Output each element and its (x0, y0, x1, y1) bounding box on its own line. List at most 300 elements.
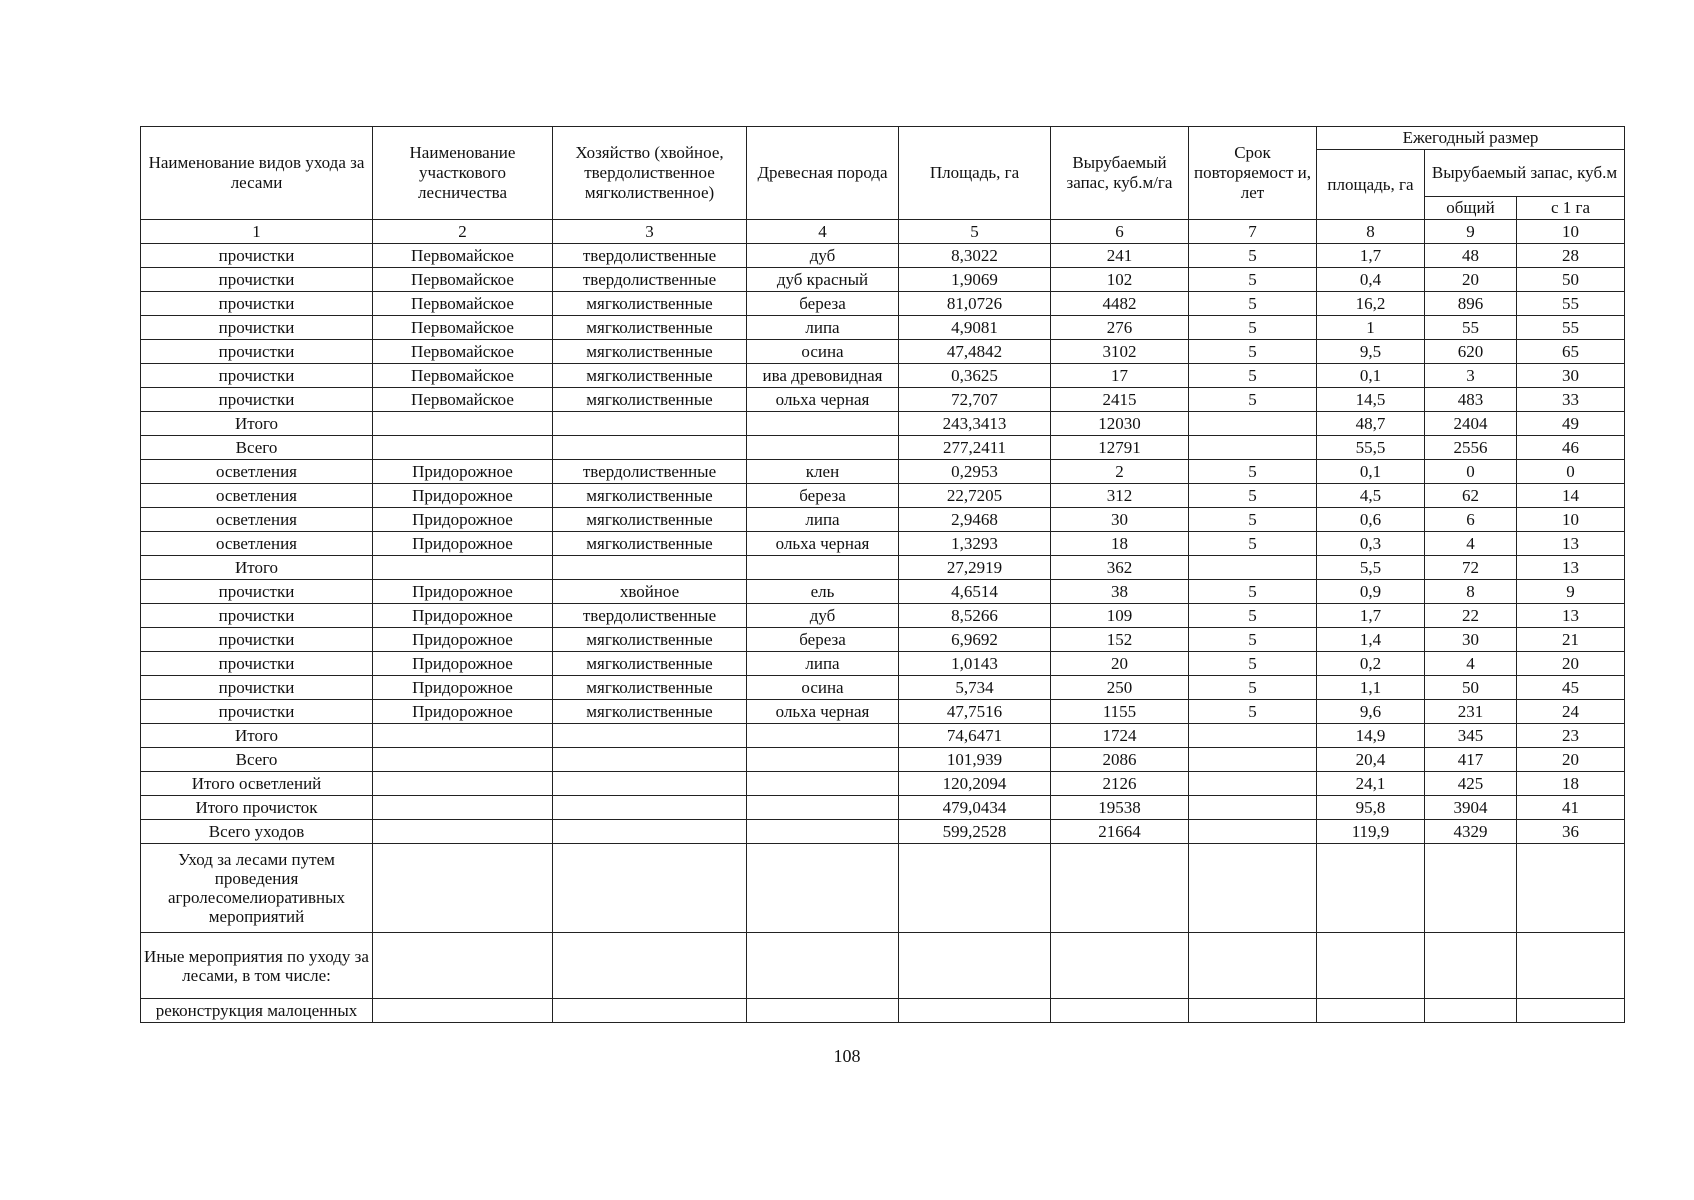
cell-economy: мягколиственные (553, 364, 747, 388)
cell-species: ольха черная (747, 388, 899, 412)
cell-stock-total: 425 (1425, 772, 1517, 796)
header-species: Древесная порода (747, 127, 899, 220)
header-stock-per-ha-annual: с 1 га (1517, 197, 1625, 220)
cell-area: 479,0434 (899, 796, 1051, 820)
table-header (141, 127, 1625, 244)
cell-repeat-period: 5 (1189, 316, 1317, 340)
column-number: 6 (1051, 220, 1189, 244)
cell-stock-per-ha-annual: 20 (1517, 748, 1625, 772)
forest-care-table (140, 126, 1625, 1023)
cell-area: 277,2411 (899, 436, 1051, 460)
table-row (141, 484, 1625, 508)
column-number: 9 (1425, 220, 1517, 244)
cell-area: 47,4842 (899, 340, 1051, 364)
cell-annual-area: 0,4 (1317, 268, 1425, 292)
cell-economy (553, 796, 747, 820)
cell-economy (553, 412, 747, 436)
cell-repeat-period (1189, 772, 1317, 796)
cell-stock-per-ha-annual: 55 (1517, 292, 1625, 316)
cell-repeat-period: 5 (1189, 604, 1317, 628)
table-cell (1189, 933, 1317, 999)
cell-stock-total: 72 (1425, 556, 1517, 580)
header-care-type: Наименование видов ухода за лесами (141, 127, 373, 220)
cell-stock-per-ha-annual: 13 (1517, 604, 1625, 628)
cell-stock-per-ha-annual: 24 (1517, 700, 1625, 724)
cell-stock-per-ha: 2415 (1051, 388, 1189, 412)
cell-care-type: прочистки (141, 652, 373, 676)
cell-forestry: Придорожное (373, 508, 553, 532)
cell-stock-per-ha-annual: 30 (1517, 364, 1625, 388)
table-cell (1425, 999, 1517, 1023)
column-number: 7 (1189, 220, 1317, 244)
cell-area: 2,9468 (899, 508, 1051, 532)
cell-annual-area: 1,7 (1317, 604, 1425, 628)
cell-care-type: Итого прочисток (141, 796, 373, 820)
cell-stock-per-ha-annual: 49 (1517, 412, 1625, 436)
cell-economy: твердолиственные (553, 604, 747, 628)
header-stock-total: общий (1425, 197, 1517, 220)
cell-stock-total: 3 (1425, 364, 1517, 388)
table-body (141, 244, 1625, 844)
cell-repeat-period (1189, 556, 1317, 580)
cell-species: осина (747, 676, 899, 700)
column-number: 1 (141, 220, 373, 244)
cell-stock-total: 2556 (1425, 436, 1517, 460)
table-cell (1189, 844, 1317, 933)
cell-annual-area: 1,4 (1317, 628, 1425, 652)
cell-stock-per-ha-annual: 13 (1517, 532, 1625, 556)
cell-stock-per-ha: 30 (1051, 508, 1189, 532)
cell-stock-total: 55 (1425, 316, 1517, 340)
table-row (141, 292, 1625, 316)
cell-species (747, 796, 899, 820)
cell-stock-per-ha: 276 (1051, 316, 1189, 340)
cell-stock-total: 6 (1425, 508, 1517, 532)
table-row (141, 724, 1625, 748)
cell-repeat-period: 5 (1189, 484, 1317, 508)
cell-care-type: Всего (141, 748, 373, 772)
cell-repeat-period: 5 (1189, 628, 1317, 652)
cell-stock-per-ha: 17 (1051, 364, 1189, 388)
cell-care-type: осветления (141, 508, 373, 532)
cell-stock-total: 896 (1425, 292, 1517, 316)
cell-stock-per-ha: 20 (1051, 652, 1189, 676)
table-row (141, 796, 1625, 820)
other-measures-cell: Иные мероприятия по уходу за лесами, в том числе: (141, 933, 373, 999)
cell-forestry: Придорожное (373, 580, 553, 604)
cell-stock-total: 50 (1425, 676, 1517, 700)
cell-annual-area: 0,3 (1317, 532, 1425, 556)
cell-forestry (373, 772, 553, 796)
cell-species: осина (747, 340, 899, 364)
cell-forestry (373, 436, 553, 460)
header-annual-stock: Вырубаемый запас, куб.м (1425, 150, 1625, 197)
cell-care-type: прочистки (141, 388, 373, 412)
cell-species: береза (747, 292, 899, 316)
header-annual-size: Ежегодный размер (1317, 127, 1625, 150)
table-cell (1425, 844, 1517, 933)
cell-repeat-period: 5 (1189, 292, 1317, 316)
cell-species: ива древовидная (747, 364, 899, 388)
cell-annual-area: 0,1 (1317, 460, 1425, 484)
cell-area: 120,2094 (899, 772, 1051, 796)
cell-care-type: осветления (141, 484, 373, 508)
cell-stock-per-ha: 12030 (1051, 412, 1189, 436)
cell-stock-per-ha-annual: 50 (1517, 268, 1625, 292)
table-cell (899, 999, 1051, 1023)
column-number: 8 (1317, 220, 1425, 244)
table-row (141, 700, 1625, 724)
cell-economy: мягколиственные (553, 316, 747, 340)
header-annual-area: площадь, га (1317, 150, 1425, 220)
cell-economy: твердолиственные (553, 244, 747, 268)
cell-species: дуб (747, 244, 899, 268)
cell-forestry: Придорожное (373, 460, 553, 484)
cell-stock-per-ha-annual: 9 (1517, 580, 1625, 604)
cell-annual-area: 16,2 (1317, 292, 1425, 316)
table-row (141, 820, 1625, 844)
cell-stock-per-ha-annual: 13 (1517, 556, 1625, 580)
table-cell (553, 844, 747, 933)
cell-annual-area: 95,8 (1317, 796, 1425, 820)
cell-stock-per-ha: 12791 (1051, 436, 1189, 460)
cell-species: липа (747, 316, 899, 340)
cell-area: 47,7516 (899, 700, 1051, 724)
cell-stock-total: 483 (1425, 388, 1517, 412)
table-row (141, 340, 1625, 364)
cell-stock-per-ha-annual: 45 (1517, 676, 1625, 700)
cell-repeat-period (1189, 796, 1317, 820)
table-cell (373, 844, 553, 933)
table-row (141, 244, 1625, 268)
cell-area: 1,9069 (899, 268, 1051, 292)
cell-stock-total: 62 (1425, 484, 1517, 508)
reconstruction-cell: реконструкция малоценных (141, 999, 373, 1023)
cell-economy: твердолиственные (553, 460, 747, 484)
cell-area: 599,2528 (899, 820, 1051, 844)
cell-repeat-period: 5 (1189, 580, 1317, 604)
cell-stock-per-ha-annual: 33 (1517, 388, 1625, 412)
cell-annual-area: 9,6 (1317, 700, 1425, 724)
table-cell (1517, 933, 1625, 999)
table-cell (1317, 999, 1425, 1023)
table-row (141, 532, 1625, 556)
header-repeat-period: Срок повторяемост и, лет (1189, 127, 1317, 220)
cell-forestry: Первомайское (373, 292, 553, 316)
cell-stock-per-ha-annual: 21 (1517, 628, 1625, 652)
table-cell (747, 844, 899, 933)
cell-area: 243,3413 (899, 412, 1051, 436)
cell-annual-area: 0,9 (1317, 580, 1425, 604)
cell-stock-total: 417 (1425, 748, 1517, 772)
cell-forestry (373, 796, 553, 820)
cell-care-type: Итого (141, 412, 373, 436)
cell-repeat-period: 5 (1189, 460, 1317, 484)
column-number: 5 (899, 220, 1051, 244)
cell-care-type: Всего уходов (141, 820, 373, 844)
cell-forestry: Придорожное (373, 676, 553, 700)
cell-area: 74,6471 (899, 724, 1051, 748)
table-row (141, 508, 1625, 532)
cell-economy: мягколиственные (553, 508, 747, 532)
table-cell (1051, 999, 1189, 1023)
cell-stock-per-ha-annual: 36 (1517, 820, 1625, 844)
cell-annual-area: 24,1 (1317, 772, 1425, 796)
cell-economy: мягколиственные (553, 652, 747, 676)
cell-stock-per-ha: 21664 (1051, 820, 1189, 844)
cell-forestry (373, 820, 553, 844)
cell-care-type: прочистки (141, 580, 373, 604)
cell-economy: хвойное (553, 580, 747, 604)
cell-annual-area: 14,9 (1317, 724, 1425, 748)
cell-stock-per-ha: 250 (1051, 676, 1189, 700)
cell-species: клен (747, 460, 899, 484)
table-cell (1051, 933, 1189, 999)
cell-care-type: прочистки (141, 364, 373, 388)
cell-repeat-period: 5 (1189, 700, 1317, 724)
table-row (141, 364, 1625, 388)
cell-stock-per-ha: 19538 (1051, 796, 1189, 820)
cell-stock-total: 3904 (1425, 796, 1517, 820)
cell-annual-area: 20,4 (1317, 748, 1425, 772)
cell-repeat-period (1189, 412, 1317, 436)
cell-annual-area: 1,7 (1317, 244, 1425, 268)
cell-area: 72,707 (899, 388, 1051, 412)
cell-stock-total: 0 (1425, 460, 1517, 484)
cell-care-type: прочистки (141, 604, 373, 628)
agro-measures-cell: Уход за лесами путем проведения агролесомелиоративных мероприятий (141, 844, 373, 933)
cell-forestry: Первомайское (373, 268, 553, 292)
cell-annual-area: 0,2 (1317, 652, 1425, 676)
cell-care-type: прочистки (141, 628, 373, 652)
cell-species: ольха черная (747, 532, 899, 556)
cell-repeat-period: 5 (1189, 244, 1317, 268)
column-number: 2 (373, 220, 553, 244)
cell-repeat-period: 5 (1189, 340, 1317, 364)
cell-stock-total: 8 (1425, 580, 1517, 604)
cell-care-type: прочистки (141, 676, 373, 700)
table-cell (1051, 844, 1189, 933)
table-row (141, 412, 1625, 436)
table-row (141, 772, 1625, 796)
cell-economy (553, 820, 747, 844)
cell-forestry: Первомайское (373, 316, 553, 340)
table-cell (553, 933, 747, 999)
cell-care-type: прочистки (141, 316, 373, 340)
cell-stock-per-ha: 2086 (1051, 748, 1189, 772)
table-cell (899, 844, 1051, 933)
cell-stock-per-ha-annual: 20 (1517, 652, 1625, 676)
cell-area: 4,6514 (899, 580, 1051, 604)
cell-annual-area: 4,5 (1317, 484, 1425, 508)
table-row (141, 388, 1625, 412)
cell-stock-per-ha-annual: 55 (1517, 316, 1625, 340)
table-cell (1189, 999, 1317, 1023)
table-row (141, 460, 1625, 484)
cell-stock-per-ha-annual: 41 (1517, 796, 1625, 820)
table-row (141, 268, 1625, 292)
cell-economy (553, 436, 747, 460)
cell-species (747, 556, 899, 580)
cell-species (747, 436, 899, 460)
cell-stock-per-ha-annual: 10 (1517, 508, 1625, 532)
cell-repeat-period (1189, 748, 1317, 772)
column-number: 4 (747, 220, 899, 244)
cell-annual-area: 14,5 (1317, 388, 1425, 412)
cell-stock-per-ha: 3102 (1051, 340, 1189, 364)
table-cell (747, 933, 899, 999)
cell-economy (553, 772, 747, 796)
cell-forestry: Придорожное (373, 532, 553, 556)
cell-stock-per-ha: 312 (1051, 484, 1189, 508)
cell-stock-per-ha: 1155 (1051, 700, 1189, 724)
cell-area: 8,3022 (899, 244, 1051, 268)
header-forestry: Наименование участкового лесничества (373, 127, 553, 220)
cell-area: 4,9081 (899, 316, 1051, 340)
table-cell (1317, 844, 1425, 933)
cell-stock-per-ha: 362 (1051, 556, 1189, 580)
cell-annual-area: 55,5 (1317, 436, 1425, 460)
cell-forestry: Придорожное (373, 484, 553, 508)
cell-annual-area: 1,1 (1317, 676, 1425, 700)
cell-stock-per-ha-annual: 23 (1517, 724, 1625, 748)
cell-species: дуб (747, 604, 899, 628)
table-extra-rows (141, 844, 1625, 1023)
cell-area: 8,5266 (899, 604, 1051, 628)
cell-repeat-period: 5 (1189, 652, 1317, 676)
cell-forestry: Первомайское (373, 340, 553, 364)
cell-care-type: осветления (141, 460, 373, 484)
cell-species: липа (747, 652, 899, 676)
header-area: Площадь, га (899, 127, 1051, 220)
cell-annual-area: 48,7 (1317, 412, 1425, 436)
cell-care-type: прочистки (141, 340, 373, 364)
cell-stock-total: 620 (1425, 340, 1517, 364)
column-number: 3 (553, 220, 747, 244)
table-row (141, 652, 1625, 676)
table-row (141, 580, 1625, 604)
cell-stock-per-ha-annual: 0 (1517, 460, 1625, 484)
table-row (141, 556, 1625, 580)
cell-care-type: прочистки (141, 292, 373, 316)
cell-stock-per-ha-annual: 65 (1517, 340, 1625, 364)
cell-stock-per-ha: 4482 (1051, 292, 1189, 316)
cell-area: 6,9692 (899, 628, 1051, 652)
cell-repeat-period (1189, 820, 1317, 844)
cell-care-type: Всего (141, 436, 373, 460)
table-cell (899, 933, 1051, 999)
cell-economy: твердолиственные (553, 268, 747, 292)
cell-stock-total: 22 (1425, 604, 1517, 628)
cell-stock-per-ha: 241 (1051, 244, 1189, 268)
cell-care-type: Итого (141, 724, 373, 748)
cell-forestry: Первомайское (373, 364, 553, 388)
cell-stock-total: 30 (1425, 628, 1517, 652)
table-cell (1517, 844, 1625, 933)
cell-economy (553, 556, 747, 580)
cell-forestry: Придорожное (373, 652, 553, 676)
cell-economy: мягколиственные (553, 532, 747, 556)
cell-care-type: прочистки (141, 700, 373, 724)
cell-annual-area: 1 (1317, 316, 1425, 340)
cell-annual-area: 0,6 (1317, 508, 1425, 532)
table-row (141, 676, 1625, 700)
cell-stock-per-ha: 109 (1051, 604, 1189, 628)
table-cell (1517, 999, 1625, 1023)
cell-area: 0,3625 (899, 364, 1051, 388)
cell-species: дуб красный (747, 268, 899, 292)
table-row (141, 436, 1625, 460)
cell-repeat-period: 5 (1189, 364, 1317, 388)
cell-stock-total: 48 (1425, 244, 1517, 268)
cell-stock-per-ha: 2126 (1051, 772, 1189, 796)
cell-stock-total: 345 (1425, 724, 1517, 748)
cell-forestry: Придорожное (373, 604, 553, 628)
header-economy: Хозяйство (хвойное, твердолиственное мягколиственное) (553, 127, 747, 220)
cell-stock-total: 2404 (1425, 412, 1517, 436)
cell-repeat-period: 5 (1189, 532, 1317, 556)
cell-economy (553, 748, 747, 772)
cell-species: ель (747, 580, 899, 604)
cell-economy: мягколиственные (553, 700, 747, 724)
cell-repeat-period: 5 (1189, 508, 1317, 532)
cell-care-type: прочистки (141, 244, 373, 268)
column-number: 10 (1517, 220, 1625, 244)
cell-economy: мягколиственные (553, 292, 747, 316)
cell-species (747, 772, 899, 796)
cell-economy: мягколиственные (553, 484, 747, 508)
cell-economy: мягколиственные (553, 388, 747, 412)
cell-repeat-period (1189, 436, 1317, 460)
cell-care-type: прочистки (141, 268, 373, 292)
cell-area: 81,0726 (899, 292, 1051, 316)
cell-species (747, 748, 899, 772)
cell-repeat-period (1189, 724, 1317, 748)
cell-forestry: Придорожное (373, 628, 553, 652)
cell-economy: мягколиственные (553, 340, 747, 364)
cell-forestry (373, 412, 553, 436)
header-stock-per-ha: Вырубаемый запас, куб.м/га (1051, 127, 1189, 220)
cell-stock-per-ha: 2 (1051, 460, 1189, 484)
cell-area: 22,7205 (899, 484, 1051, 508)
cell-species (747, 724, 899, 748)
cell-forestry: Первомайское (373, 388, 553, 412)
cell-annual-area: 119,9 (1317, 820, 1425, 844)
cell-annual-area: 9,5 (1317, 340, 1425, 364)
cell-forestry: Придорожное (373, 700, 553, 724)
cell-stock-total: 4 (1425, 652, 1517, 676)
cell-repeat-period: 5 (1189, 388, 1317, 412)
cell-repeat-period: 5 (1189, 676, 1317, 700)
cell-economy: мягколиственные (553, 676, 747, 700)
table-cell (1317, 933, 1425, 999)
cell-species (747, 412, 899, 436)
cell-area: 1,3293 (899, 532, 1051, 556)
cell-area: 1,0143 (899, 652, 1051, 676)
column-numbers-row (141, 220, 1625, 244)
cell-species: липа (747, 508, 899, 532)
cell-care-type: осветления (141, 532, 373, 556)
cell-area: 0,2953 (899, 460, 1051, 484)
cell-stock-per-ha: 1724 (1051, 724, 1189, 748)
cell-annual-area: 0,1 (1317, 364, 1425, 388)
cell-forestry (373, 724, 553, 748)
page-number: 108 (833, 1046, 861, 1066)
table-row (141, 604, 1625, 628)
cell-area: 101,939 (899, 748, 1051, 772)
cell-stock-per-ha-annual: 28 (1517, 244, 1625, 268)
cell-stock-per-ha: 152 (1051, 628, 1189, 652)
